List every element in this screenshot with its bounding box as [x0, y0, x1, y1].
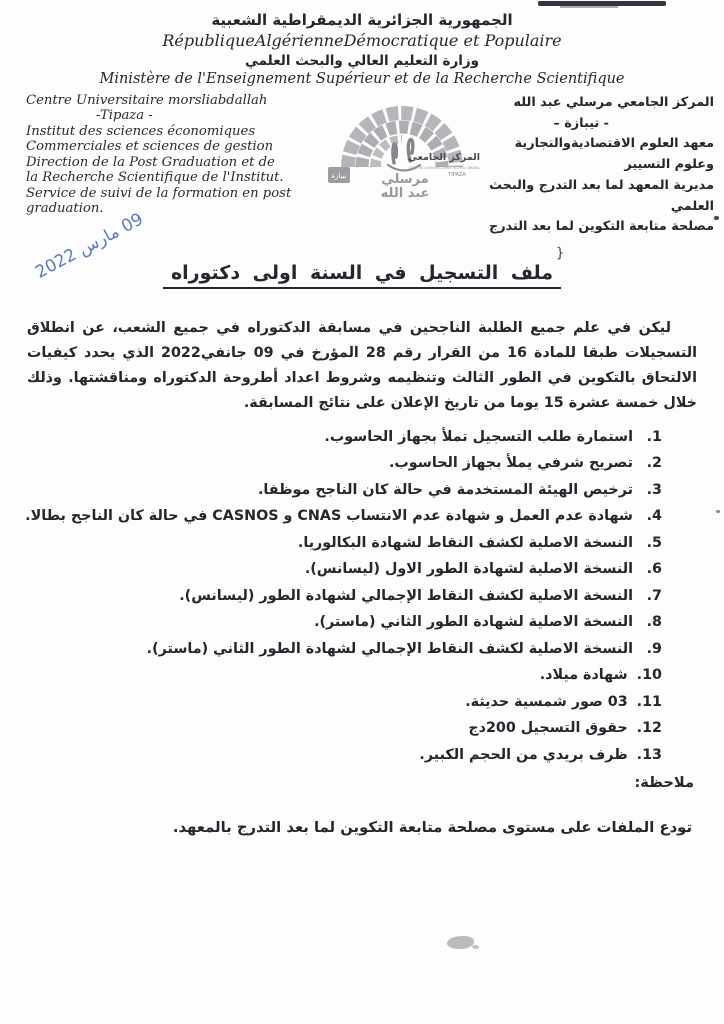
item-text: النسخة الاصلية لكشف النقاط الإجمالي لشهادة الطور (ليسانس).: [179, 587, 633, 604]
sender-line: Direction de la Post Graduation et de: [26, 154, 275, 170]
sender-line: -Tipaza -: [96, 108, 153, 124]
sender-block-french: [26, 93, 326, 217]
sender-line: Service de suivi de la formation en post graduation.: [26, 185, 292, 217]
handwritten-date-stamp: 09 مارس 2022: [32, 209, 147, 283]
item-number: .3: [646, 481, 662, 498]
list-item: [18, 609, 662, 636]
item-number: .8: [646, 614, 662, 631]
item-number: .6: [646, 561, 662, 578]
item-text: حقوق التسجيل 200دج: [468, 720, 628, 737]
document-title-wrap: [0, 262, 724, 289]
item-number: .13: [636, 746, 662, 763]
logo-title-arabic: المركز الجامعي: [408, 152, 480, 163]
item-number: .10: [636, 667, 662, 684]
letterhead: [0, 0, 724, 87]
university-logo-icon: [326, 93, 480, 201]
item-text: تصريح شرفي يملأ بجهاز الحاسوب.: [389, 455, 633, 472]
item-text: النسخة الاصلية لشهادة الطور الثاني (ماستر).: [314, 614, 633, 631]
item-number: .11: [636, 693, 662, 710]
item-number: .12: [636, 720, 662, 737]
logo-subtitle-latin: CENTRE UNIVERSITAIRE MORSLI ABDALLAH: [408, 166, 480, 170]
logo-calligraphy-top: مرسلي: [381, 172, 429, 187]
logo-tipaza-label: TIPAZA: [448, 172, 466, 178]
item-number: .4: [646, 508, 662, 525]
sender-line: معهد العلوم الاقتصاديةوالتجارية وعلوم التسيير: [514, 136, 714, 173]
item-text: شهادة عدم العمل و شهادة عدم الانتساب CNAS و CASNOS في حالة كان الناجح بطالا.: [25, 508, 633, 525]
item-text: النسخة الاصلية لشهادة الطور الاول (ليسانس).: [304, 561, 633, 578]
item-number: .2: [646, 455, 662, 472]
item-number: .5: [646, 534, 662, 551]
list-item: [18, 689, 662, 716]
ink-smudge-artifact: [447, 936, 474, 949]
republic-name-arabic: الجمهورية الجزائرية الديمقراطية الشعبية: [211, 11, 513, 29]
list-item: [18, 503, 662, 530]
item-text: ظرف بريدي من الحجم الكبير.: [419, 746, 628, 763]
document-title: ملف التسجيل في السنة اولى دكتوراه: [163, 262, 561, 289]
list-item: [18, 742, 662, 769]
item-text: شهادة ميلاد.: [539, 667, 628, 684]
republic-name-french: RépubliqueAlgérienneDémocratique et Populaire: [162, 31, 562, 50]
item-text: النسخة الاصلية لكشف النقاط لشهادة البكالوريا.: [297, 534, 633, 551]
stray-brace-mark: }: [556, 246, 565, 261]
sender-line: Commerciales et sciences de gestion: [26, 139, 274, 155]
requirements-list: [0, 424, 724, 769]
ministry-name-arabic: وزارة التعليم العالي والبحث العلمي: [244, 53, 480, 69]
list-item: [18, 477, 662, 504]
sender-row: [0, 87, 724, 238]
university-logo: [326, 93, 480, 205]
ministry-name-french: Ministère de l'Enseignement Supérieur et de la Recherche Scientifique: [99, 71, 625, 87]
note-label: ملاحظة:: [634, 774, 694, 792]
list-item: [18, 530, 662, 557]
item-text: ترخيص الهيئة المستخدمة في حالة كان الناجح موظفا.: [258, 481, 633, 498]
list-item: [18, 424, 662, 451]
item-text: 03 صور شمسية حديثة.: [465, 693, 628, 710]
list-item: [18, 450, 662, 477]
note-text: تودع الملفات على مستوى مصلحة متابعة التكوين لما بعد التدرج بالمعهد.: [172, 819, 692, 837]
list-item: [18, 636, 662, 663]
scan-speck-artifact: [716, 510, 720, 513]
item-text: استمارة طلب التسجيل تملأ بجهاز الحاسوب.: [324, 428, 633, 445]
list-item: [18, 662, 662, 689]
intro-paragraph: ليكن في علم جميع الطلبة الناجحين في مسابقة الدكتوراه في جميع الشعب، عن انطلاق التسجيلات طبقا للمادة 16 من القرار رقم 28 المؤرخ في 09 جانفي2022 الذي يحدد كيفيات الالتحاق بالتكوين في الطور الثالث وتنظيمه وشروط اعداد أطروحة الدكتوراه ومناقشتها. وذلك خلال خمسة عشرة 15 يوما من تاريخ الإعلان على نتائج المسابقة.: [27, 320, 697, 411]
scan-streak-artifact: [560, 6, 618, 8]
item-text: النسخة الاصلية لكشف النقاط الإجمالي لشهادة الطور الثاني (ماستر).: [146, 640, 633, 657]
sender-line: Institut des sciences économiques: [26, 123, 256, 139]
item-number: .9: [646, 640, 662, 657]
list-item: [18, 715, 662, 742]
sender-line: la Recherche Scientifique de l'Institut.: [26, 170, 284, 186]
list-item: [18, 556, 662, 583]
logo-badge-tipaza-arabic: تيبازة: [331, 172, 347, 180]
item-number: .1: [646, 428, 662, 445]
sender-line: مديرية المعهد لما بعد التدرج والبحث العلمي: [489, 177, 714, 214]
sender-line: - تيبازة –: [553, 115, 609, 131]
sender-line: مصلحة متابعة التكوين لما بعد التدرج: [489, 219, 714, 235]
sender-line: Centre Universitaire morsliabdallah: [26, 93, 268, 108]
sender-block-arabic: [480, 93, 714, 238]
item-number: .7: [646, 587, 662, 604]
list-item: [18, 583, 662, 610]
ink-smudge-artifact: [472, 945, 479, 949]
scan-speck-artifact: [714, 216, 719, 220]
sender-line: المركز الجامعي مرسلي عبد الله: [513, 95, 714, 110]
logo-calligraphy-bottom: عبد الله: [380, 186, 430, 201]
